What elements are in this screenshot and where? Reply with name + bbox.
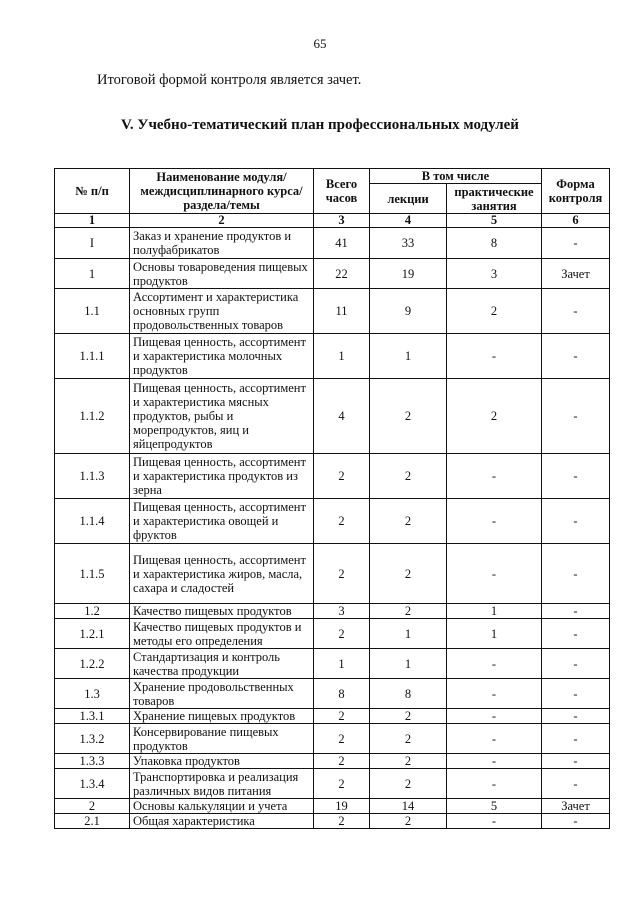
row-name: Общая характеристика [130,814,314,829]
row-name: Пищевая ценность, ассортимент и характеристика жиров, масла, сахара и сладостей [130,544,314,604]
intro-text: Итоговой формой контроля является зачет. [97,72,362,88]
row-name: Основы товароведения пищевых продуктов [130,259,314,289]
row-total-hours: 2 [314,499,370,544]
row-lectures: 2 [370,379,447,454]
row-total-hours: 2 [314,754,370,769]
table-row [55,799,610,814]
table-row [55,604,610,619]
row-practice: - [447,709,542,724]
header-practice: практические занятия [447,184,542,214]
row-total-hours: 1 [314,334,370,379]
row-practice: 5 [447,799,542,814]
row-total-hours: 4 [314,379,370,454]
page-number: 65 [313,36,327,51]
row-total-hours: 2 [314,544,370,604]
column-number: 3 [314,214,370,228]
row-control-form: - [542,724,610,754]
table-row [55,544,610,604]
row-lectures: 1 [370,649,447,679]
row-total-hours: 2 [314,724,370,754]
row-name: Качество пищевых продуктов [130,604,314,619]
row-lectures: 2 [370,604,447,619]
row-name: Стандартизация и контроль качества продукции [130,649,314,679]
row-number: 1.3.2 [55,724,130,754]
row-total-hours: 11 [314,289,370,334]
row-control-form: Зачет [542,799,610,814]
table-row [55,679,610,709]
row-number: 1.2.2 [55,649,130,679]
row-lectures: 2 [370,814,447,829]
row-control-form: - [542,454,610,499]
row-control-form: - [542,289,610,334]
row-number: 1.3.1 [55,709,130,724]
header-including: В том числе [370,169,542,184]
row-number: 1.1.2 [55,379,130,454]
section-title: V. Учебно-тематический план профессиональных модулей [121,117,519,133]
row-practice: - [447,769,542,799]
row-control-form: - [542,679,610,709]
row-practice: - [447,334,542,379]
row-number: 2.1 [55,814,130,829]
row-number: 1.1.5 [55,544,130,604]
row-control-form: - [542,604,610,619]
table-row [55,769,610,799]
row-practice: 8 [447,228,542,259]
row-practice: - [447,649,542,679]
row-name: Ассортимент и характеристика основных групп продовольственных товаров [130,289,314,334]
row-number: 1.3 [55,679,130,709]
row-control-form: - [542,544,610,604]
row-practice: - [447,544,542,604]
row-control-form: - [542,499,610,544]
row-number: 1.3.4 [55,769,130,799]
row-lectures: 2 [370,754,447,769]
header-total: Всего часов [314,169,370,214]
row-number: I [55,228,130,259]
row-total-hours: 2 [314,454,370,499]
row-lectures: 2 [370,499,447,544]
table-row [55,754,610,769]
row-lectures: 33 [370,228,447,259]
row-practice: - [447,499,542,544]
table-body [55,214,610,829]
row-name: Пищевая ценность, ассортимент и характеристика молочных продуктов [130,334,314,379]
column-number: 2 [130,214,314,228]
row-number: 1.1.3 [55,454,130,499]
row-number: 1.3.3 [55,754,130,769]
row-lectures: 14 [370,799,447,814]
row-total-hours: 19 [314,799,370,814]
row-name: Пищевая ценность, ассортимент и характеристика продуктов из зерна [130,454,314,499]
row-control-form: - [542,619,610,649]
row-lectures: 9 [370,289,447,334]
column-number: 1 [55,214,130,228]
row-total-hours: 2 [314,709,370,724]
table-row [55,709,610,724]
row-practice: - [447,754,542,769]
row-control-form: - [542,769,610,799]
row-total-hours: 22 [314,259,370,289]
table-row [55,259,610,289]
row-name: Заказ и хранение продуктов и полуфабрикатов [130,228,314,259]
row-name: Пищевая ценность, ассортимент и характеристика мясных продуктов, рыбы и морепродуктов, яиц и яйцепродуктов [130,379,314,454]
row-total-hours: 41 [314,228,370,259]
row-control-form: - [542,814,610,829]
row-control-form: - [542,379,610,454]
row-lectures: 2 [370,724,447,754]
table-row [55,228,610,259]
row-practice: - [447,679,542,709]
row-practice: - [447,724,542,754]
row-control-form: - [542,754,610,769]
row-name: Хранение продовольственных товаров [130,679,314,709]
row-practice: - [447,454,542,499]
row-practice: 2 [447,379,542,454]
row-practice: - [447,814,542,829]
table-row [55,814,610,829]
header-control: Форма контроля [542,169,610,214]
row-lectures: 2 [370,709,447,724]
row-number: 1.2 [55,604,130,619]
row-lectures: 2 [370,544,447,604]
row-name: Упаковка продуктов [130,754,314,769]
table-row [55,289,610,334]
row-name: Консервирование пищевых продуктов [130,724,314,754]
row-number: 1 [55,259,130,289]
row-control-form: - [542,228,610,259]
header-name: Наименование модуля/междисциплинарного курса/раздела/темы [130,169,314,214]
row-name: Качество пищевых продуктов и методы его определения [130,619,314,649]
row-number: 1.2.1 [55,619,130,649]
table-row [55,619,610,649]
row-total-hours: 8 [314,679,370,709]
row-total-hours: 2 [314,814,370,829]
row-total-hours: 3 [314,604,370,619]
column-number: 5 [447,214,542,228]
table-row [55,499,610,544]
header-lectures: лекции [370,184,447,214]
table-row [55,649,610,679]
row-name: Транспортировка и реализация различных видов питания [130,769,314,799]
row-control-form: - [542,709,610,724]
row-practice: 3 [447,259,542,289]
table-row [55,379,610,454]
column-number: 6 [542,214,610,228]
row-practice: 1 [447,619,542,649]
row-number: 1.1.1 [55,334,130,379]
row-practice: 1 [447,604,542,619]
row-name: Хранение пищевых продуктов [130,709,314,724]
row-number: 1.1.4 [55,499,130,544]
header-num: № п/п [55,169,130,214]
row-total-hours: 2 [314,619,370,649]
row-name: Пищевая ценность, ассортимент и характеристика овощей и фруктов [130,499,314,544]
table-row [55,454,610,499]
column-numbers-row [55,214,610,228]
row-total-hours: 1 [314,649,370,679]
row-lectures: 19 [370,259,447,289]
row-name: Основы калькуляции и учета [130,799,314,814]
row-number: 2 [55,799,130,814]
table-row [55,724,610,754]
table-row [55,334,610,379]
row-number: 1.1 [55,289,130,334]
row-control-form: - [542,649,610,679]
row-lectures: 8 [370,679,447,709]
row-control-form: - [542,334,610,379]
curriculum-table [54,168,610,829]
row-practice: 2 [447,289,542,334]
row-lectures: 1 [370,619,447,649]
row-lectures: 2 [370,769,447,799]
row-control-form: Зачет [542,259,610,289]
column-number: 4 [370,214,447,228]
row-total-hours: 2 [314,769,370,799]
row-lectures: 2 [370,454,447,499]
row-lectures: 1 [370,334,447,379]
